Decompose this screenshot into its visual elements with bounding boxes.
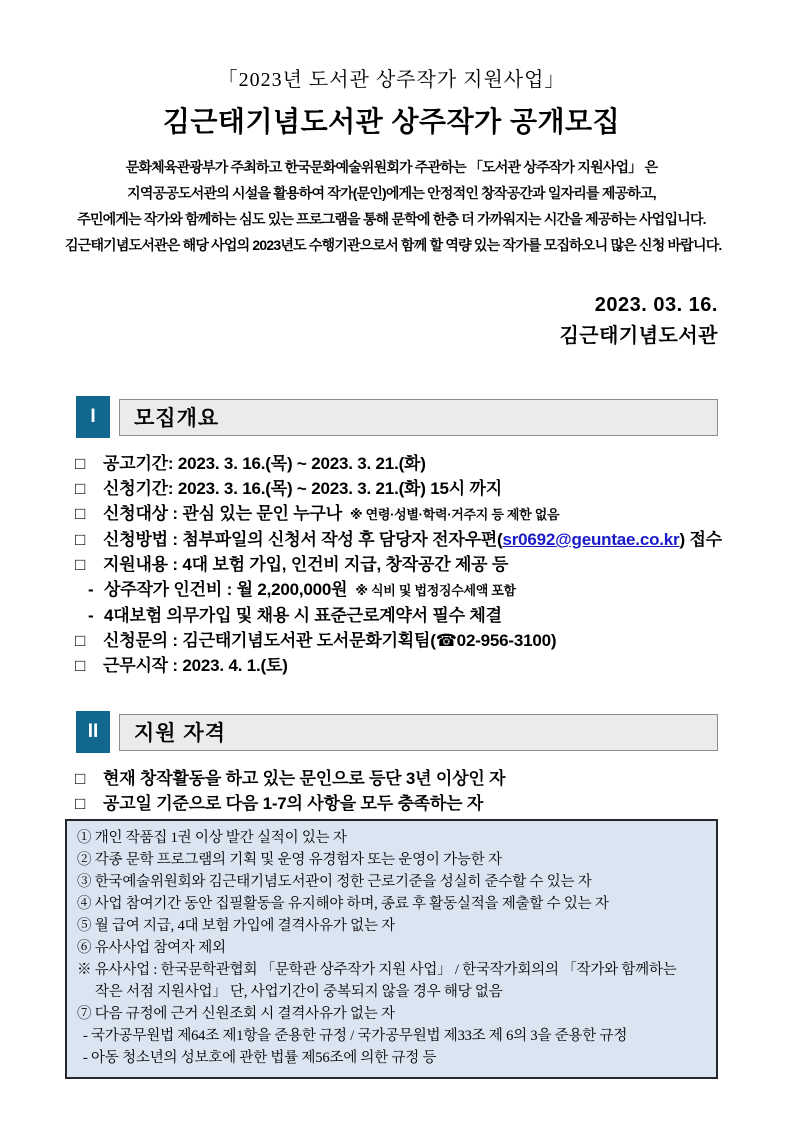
- item-text: 신청방법 : 첨부파일의 신청서 작성 후 담당자 전자우편(: [103, 530, 503, 549]
- qualification-box: [65, 819, 718, 1079]
- list-subitem-salary: [75, 577, 718, 603]
- checkbox-glyph: □: [75, 555, 86, 574]
- qualification-note-similar-programs: ※ 유사사업 : 한국문학관협회 「문학관 상주작가 지원 사업」 / 한국작가회의의 「작가와 함께하는 작은 서점 지원사업」 단, 사업기간이 중복되지 않을 경우 해당 없음: [77, 962, 677, 1000]
- checkbox-glyph: □: [75, 769, 86, 788]
- item-text: 공고일 기준으로 다음 1-7의 사항을 모두 충족하는 자: [103, 794, 484, 813]
- checkbox-glyph: □: [75, 656, 86, 675]
- list-item-how-to-apply: [75, 527, 722, 552]
- checkbox-glyph: □: [75, 454, 86, 473]
- intro-line-1: 문화체육관광부가 주최하고 한국문화예술위원회가 주관하는 「도서관 상주작가 지원사업」 은: [125, 159, 658, 175]
- item-text: 신청문의 : 김근태기념도서관 도서문화기획팀(☎02-956-3100): [103, 631, 557, 650]
- list-item-application-period: [75, 476, 718, 501]
- list-item-support-details: [75, 552, 718, 577]
- announcement-date: 2023. 03. 16.: [594, 294, 718, 316]
- list-item-writer-career: [75, 766, 718, 791]
- section1-title-label: 모집개요: [134, 407, 220, 430]
- item-note: ※ 연령·성별·학력·거주지 등 제한 없음: [349, 507, 560, 522]
- qualification-subitem-civil-service-law: - 국가공무원법 제64조 제1항을 준용한 규정 / 국가공무원법 제33조 제 6의 3을 준용한 규정: [83, 1028, 628, 1044]
- section1-header: [76, 396, 718, 438]
- item-text: 상주작가 인건비 : 월 2,200,000원: [104, 580, 348, 599]
- date-block: [65, 290, 718, 352]
- intro-line-4: 김근태기념도서관은 해당 사업의 2023년도 수행기관으로서 함께 할 역량 있는 작가를 모집하오니 많은 신청 바랍니다.: [65, 237, 722, 253]
- intro-line-3: 주민에게는 작가와 함께하는 심도 있는 프로그램을 통해 문학에 한층 더 가까워지는 시간을 제공하는 사업입니다.: [77, 211, 706, 227]
- section2-title: [119, 714, 718, 751]
- checkbox-glyph: □: [75, 504, 86, 523]
- section2-number-badge: II: [76, 711, 110, 753]
- list-item-notice-period: [75, 451, 718, 476]
- email-link[interactable]: sr0692@geuntae.co.kr: [502, 530, 680, 549]
- checkbox-glyph: □: [75, 794, 86, 813]
- item-text: ) 접수: [679, 530, 722, 549]
- checkbox-glyph: □: [75, 479, 86, 498]
- qualification-item-3: ③ 한국예술위원회와 김근태기념도서관이 정한 근로기준을 성실히 준수할 수 있는 자: [77, 874, 592, 890]
- item-text: 근무시작 : 2023. 4. 1.(토): [103, 656, 288, 675]
- qualification-item-1: ① 개인 작품집 1권 이상 발간 실적이 있는 자: [77, 830, 347, 846]
- list-item-start-date: [75, 653, 718, 678]
- item-text: 지원내용 : 4대 보험 가입, 인건비 지급, 창작공간 제공 등: [103, 555, 509, 574]
- dash-glyph: -: [88, 580, 94, 599]
- intro-line-2: 지역공공도서관의 시설을 활용하여 작가(문인)에게는 안정적인 창작공간과 일자리를 제공하고,: [127, 185, 656, 201]
- qualification-subitem-youth-protection-law: - 아동 청소년의 성보호에 관한 법률 제56조에 의한 규정 등: [83, 1050, 437, 1066]
- qualification-item-2: ② 각종 문학 프로그램의 기획 및 운영 유경험자 또는 운영이 가능한 자: [77, 852, 502, 868]
- item-text: 4대보험 의무가입 및 채용 시 표준근로계약서 필수 체결: [104, 606, 502, 625]
- item-text: 신청대상 : 관심 있는 문인 누구나: [103, 504, 342, 523]
- organization-name: 김근태기념도서관: [559, 325, 718, 347]
- section2-header: [76, 711, 718, 753]
- section2-items: [65, 766, 718, 816]
- item-text: 현재 창작활동을 하고 있는 문인으로 등단 3년 이상인 자: [103, 769, 506, 788]
- checkbox-glyph: □: [75, 530, 86, 549]
- checkbox-glyph: □: [75, 631, 86, 650]
- list-item-requirements-intro: [75, 791, 718, 816]
- qualification-item-7: ⑦ 다음 규정에 근거 신원조회 시 결격사유가 없는 자: [77, 1006, 395, 1022]
- qualification-item-5: ⑤ 월 급여 지급, 4대 보험 가입에 결격사유가 없는 자: [77, 918, 395, 934]
- qualification-item-6: ⑥ 유사사업 참여자 제외: [77, 940, 226, 956]
- qualification-item-4: ④ 사업 참여기간 동안 집필활동을 유지해야 하며, 종료 후 활동실적을 제출할 수 있는 자: [77, 896, 609, 912]
- dash-glyph: -: [88, 606, 94, 625]
- section2-title-label: 지원 자격: [134, 722, 226, 745]
- list-item-eligibility: [75, 501, 718, 527]
- item-note: ※ 식비 및 법정징수세액 포함: [355, 583, 516, 598]
- section1-number-badge: I: [76, 396, 110, 438]
- doc-title: 김근태기념도서관 상주작가 공개모집: [162, 106, 621, 137]
- doc-subtitle: 「2023년 도서관 상주작가 지원사업」: [217, 69, 566, 91]
- list-item-contact: [75, 628, 718, 653]
- item-text: 신청기간: 2023. 3. 16.(목) ~ 2023. 3. 21.(화) 15시 까지: [103, 479, 502, 498]
- intro-paragraph: [65, 154, 722, 258]
- list-subitem-insurance: [75, 603, 718, 628]
- section1-items: [65, 451, 722, 678]
- section1-title: [119, 399, 718, 436]
- item-text: 공고기간: 2023. 3. 16.(목) ~ 2023. 3. 21.(화): [103, 454, 426, 473]
